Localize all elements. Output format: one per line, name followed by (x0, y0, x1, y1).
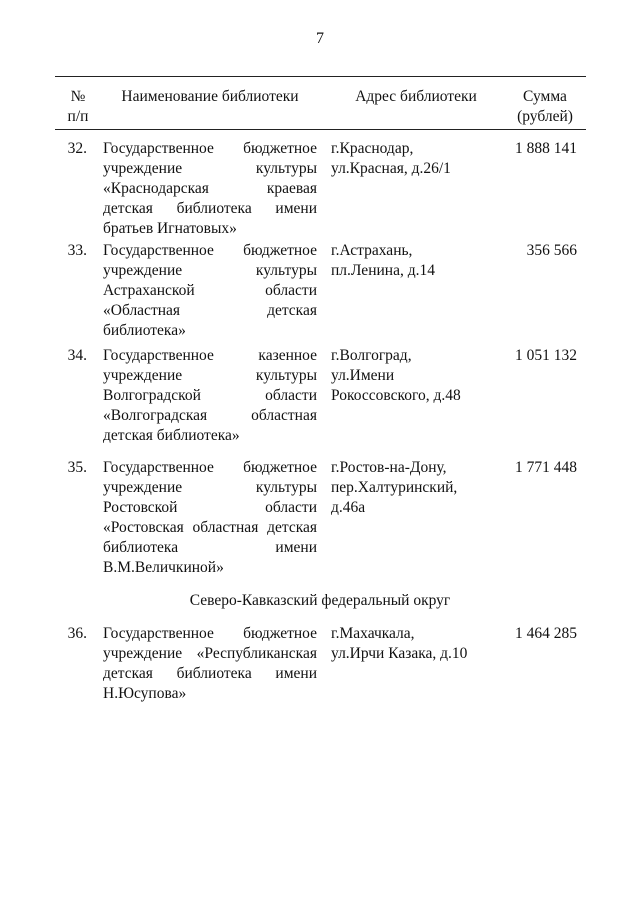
library-address-line: ул.Ирчи Казака, д.10 (331, 645, 468, 662)
library-name-line: Волгоградской области (103, 387, 317, 404)
library-name (103, 624, 317, 704)
library-name-line: библиотека имени (103, 539, 317, 556)
library-name-line: библиотека» (103, 322, 186, 339)
sum-amount: 1 051 132 (515, 347, 577, 364)
library-name-line: Государственное бюджетное (103, 459, 317, 476)
header-sum-line2: (рублей) (517, 108, 573, 125)
library-address (331, 346, 501, 406)
library-address-line: ул.Красная, д.26/1 (331, 160, 451, 177)
library-address-line: г.Волгоград, (331, 347, 412, 364)
library-name (103, 346, 317, 446)
page-number: 7 (316, 30, 324, 47)
header-number-line2: п/п (67, 108, 89, 125)
row-number: 36. (67, 625, 87, 642)
library-name-line: учреждение культуры (103, 367, 317, 384)
library-address-line: г.Ростов-на-Дону, (331, 459, 447, 476)
sum-amount: 1 888 141 (515, 140, 577, 157)
library-name-line: Государственное бюджетное (103, 625, 317, 642)
library-address-line: пл.Ленина, д.14 (331, 262, 435, 279)
library-name (103, 458, 317, 578)
library-address-line: пер.Халтуринский, (331, 479, 458, 496)
header-sum-line1: Сумма (523, 88, 567, 105)
sum-amount: 1 464 285 (515, 625, 577, 642)
header-address: Адрес библиотеки (355, 88, 477, 105)
header-number (55, 87, 101, 127)
table-top-rule (55, 76, 586, 77)
table-header-rule (55, 129, 586, 130)
library-name-line: «Краснодарская краевая (103, 180, 317, 197)
row-number: 32. (67, 140, 87, 157)
library-name-line: детская библиотека имени (103, 665, 317, 682)
row-number: 33. (67, 242, 87, 259)
library-address (331, 139, 501, 179)
library-address (331, 624, 501, 664)
library-name-line: Государственное бюджетное (103, 242, 317, 259)
row-number: 34. (67, 347, 87, 364)
header-sum (500, 87, 590, 127)
library-name-line: Государственное казенное (103, 347, 317, 364)
header-name: Наименование библиотеки (121, 88, 299, 105)
library-name-line: «Областная детская (103, 302, 317, 319)
row-number: 35. (67, 459, 87, 476)
library-name-line: детская библиотека имени (103, 200, 317, 217)
library-name-line: учреждение культуры (103, 479, 317, 496)
library-name-line: «Волгоградская областная (103, 407, 317, 424)
library-name-line: учреждение «Республиканская (103, 645, 317, 662)
library-address-line: г.Краснодар, (331, 140, 414, 157)
library-name-line: Ростовской области (103, 499, 317, 516)
library-name (103, 241, 317, 341)
library-address-line: ул.Имени (331, 367, 395, 384)
library-name-line: учреждение культуры (103, 262, 317, 279)
library-address-line: д.46а (331, 499, 366, 516)
sum-amount: 1 771 448 (515, 459, 577, 476)
library-name-line: Астраханской области (103, 282, 317, 299)
library-name-line: «Ростовская областная детская (103, 519, 317, 536)
library-name (103, 139, 317, 239)
library-address-line: г.Астрахань, (331, 242, 413, 259)
library-name-line: братьев Игнатовых» (103, 220, 237, 237)
library-address (331, 458, 501, 518)
library-name-line: В.М.Величкиной» (103, 559, 224, 576)
library-name-line: Н.Юсупова» (103, 685, 187, 702)
library-name-line: учреждение культуры (103, 160, 317, 177)
library-address-line: Рокоссовского, д.48 (331, 387, 461, 404)
header-number-line1: № (70, 88, 86, 105)
sum-amount: 356 566 (526, 242, 577, 259)
library-address (331, 241, 501, 281)
library-name-line: Государственное бюджетное (103, 140, 317, 157)
federal-district-heading: Северо-Кавказский федеральный округ (189, 592, 451, 609)
library-address-line: г.Махачкала, (331, 625, 415, 642)
library-name-line: детская библиотека» (103, 427, 240, 444)
